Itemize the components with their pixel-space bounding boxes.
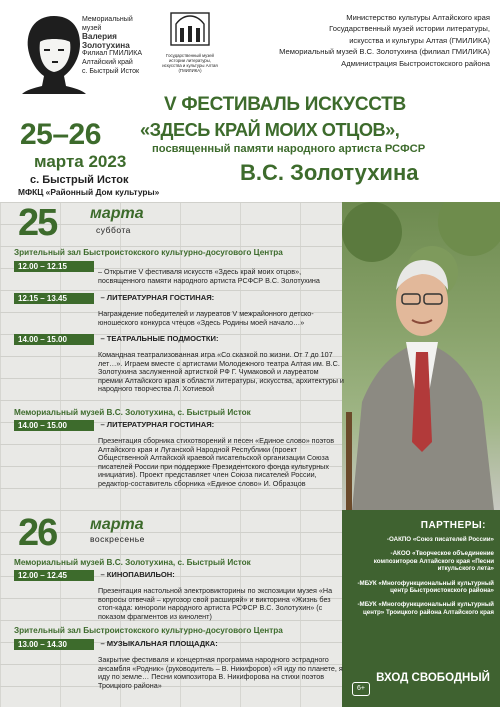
event-time: 12.00 – 12.15 (14, 261, 94, 272)
event-title: – ТЕАТРАЛЬНЫЕ ПОДМОСТКИ: (100, 334, 219, 343)
event-title: – КИНОПАВИЛЬОН: (100, 570, 175, 579)
event-time: 12.00 – 12.45 (14, 570, 94, 581)
event-body: Закрытие фестиваля и концертная программа народного эстрадного ансамбля «Родник» (руководитель – В. Никифоров) «Я иду по планете, я иду по земле… Песни композитора В. Никифорова на стихи поэтов Троицкого района» (98, 655, 343, 690)
event-title: – ЛИТЕРАТУРНАЯ ГОСТИНАЯ: (100, 420, 215, 429)
day1-venue2: Мемориальный музей В.С. Золотухина, с. Быстрый Исток (14, 408, 251, 417)
event-row (14, 639, 344, 690)
event-time: 14.00 – 15.00 (14, 334, 94, 345)
day1-number: 25 (18, 202, 57, 244)
festival-dedication: посвященный памяти народного артиста РСФСР (152, 143, 426, 155)
festival-month-year: марта 2023 (34, 152, 127, 171)
event-body: Командная театрализованная игра «Со сказкой по жизни. От 7 до 107 лет…». Играем вместе с артистами Молодежного театра Алтая им. В.С. Золотухина заслуженной артисткой РФ Г. Чумаковой и лауреатом премии Алтайского края в области литературы, искусства, архитектуры и народного творчества Л. Хотиевой (98, 350, 344, 394)
event-body: Награждение победителей и лауреатов V межрайонного детско-юношеского конкурса чтецов «Здесь Родины моей начало…» (98, 309, 314, 327)
age-rating-badge: 6+ (352, 682, 370, 696)
list-item: -МБУК «Многофункциональный культурный центр Быстроистокского района» (357, 579, 494, 595)
village-name: с. Быстрый Исток (30, 174, 129, 186)
event-body: Презентация настольной электровикторины по экспозиции музея «На вопросы отвечай – кругозор свой расширяй» и викторина «Жизнь без стоп-када: кинороли народного артиста РСФСР В.С. Золотухин» (с показом фрагментов из кинолент) (98, 586, 333, 621)
festival-name: «ЗДЕСЬ КРАЙ МОИХ ОТЦОВ», (140, 120, 400, 140)
day1-weekday: суббота (96, 225, 131, 235)
list-item: -ОАКПО «Союз писателей России» (386, 536, 494, 543)
day2-number: 26 (18, 512, 57, 554)
day2-venue1: Мемориальный музей В.С. Золотухина, с. Быстрый Исток (14, 558, 251, 567)
event-title: – МУЗЫКАЛЬНАЯ ПЛОЩАДКА: (100, 639, 218, 648)
event-row (14, 420, 344, 489)
gmilika-logo: Государственный музей истории литературы, искусства и культуры Алтая (ГМИЛИКА) (160, 12, 220, 73)
event-body: – Открытие V фестиваля искусств «Здесь край моих отцов», посвященного памяти народного артиста РСФСР В.С. Золотухина (98, 267, 320, 285)
event-time: 12.15 – 13.45 (14, 293, 94, 304)
event-row (14, 293, 344, 327)
partners-list (346, 536, 494, 623)
event-row (14, 334, 344, 394)
museum-logo-text: Мемориальный музей Валерия Золотухина Филиал ГМИЛИКА Алтайский край с. Быстрый Исток (82, 16, 143, 75)
free-entry-label: ВХОД СВОБОДНЫЙ (376, 672, 490, 684)
festival-title: V ФЕСТИВАЛЬ ИСКУССТВ (164, 94, 406, 115)
day2-month: марта (90, 516, 144, 533)
portrait-photo (342, 202, 500, 510)
organizers-list: Министерство культуры Алтайского края Государственный музей истории литературы, искусства и культуры Алтая (ГМИЛИКА) Мемориальный музей В.С. Золотухина (филиал ГМИЛИКА) Администрация Быстроистокского района (279, 13, 490, 68)
partners-title: ПАРТНЕРЫ: (420, 520, 486, 531)
list-item: -МБУК «Многофункциональный культурный центр» Троицкого района Алтайского края (357, 601, 494, 616)
day1-header (18, 202, 56, 245)
venue-name: МФКЦ «Районный Дом культуры» (18, 187, 160, 197)
event-time: 14.00 – 15.00 (14, 420, 94, 431)
event-time: 13.00 – 14.30 (14, 639, 94, 650)
event-row (14, 570, 344, 621)
list-item: -АКОО «Творческое объединение композиторов Алтайского края «Песни иткульского лета» (373, 550, 494, 573)
event-body: Презентация сборника стихотворений и песен «Единое слово» поэтов Алтайского края и Луганской Народной Республики (проект Общественной Алтайской краевой писательской организации Союза писателей России при поддержке Президентского фонда культурных инициатив). Проект представляет член Союза писателей России, редактор-составитель сборника «Единое слово» И. Образцов (98, 436, 335, 488)
day1-month: марта (90, 205, 144, 222)
building-icon (170, 12, 210, 46)
event-title: – ЛИТЕРАТУРНАЯ ГОСТИНАЯ: (100, 293, 215, 302)
festival-dates: 25–26 (20, 118, 101, 151)
day2-weekday: воскресенье (90, 534, 145, 544)
day1-venue1: Зрительный зал Быстроистокского культурно-досугового Центра (14, 248, 283, 257)
day2-header (18, 512, 56, 555)
honoree-name: В.С. Золотухина (240, 160, 419, 185)
event-row (14, 261, 344, 285)
day2-venue2: Зрительный зал Быстроистокского культурно-досугового Центра (14, 626, 283, 635)
partners-panel (342, 510, 500, 707)
